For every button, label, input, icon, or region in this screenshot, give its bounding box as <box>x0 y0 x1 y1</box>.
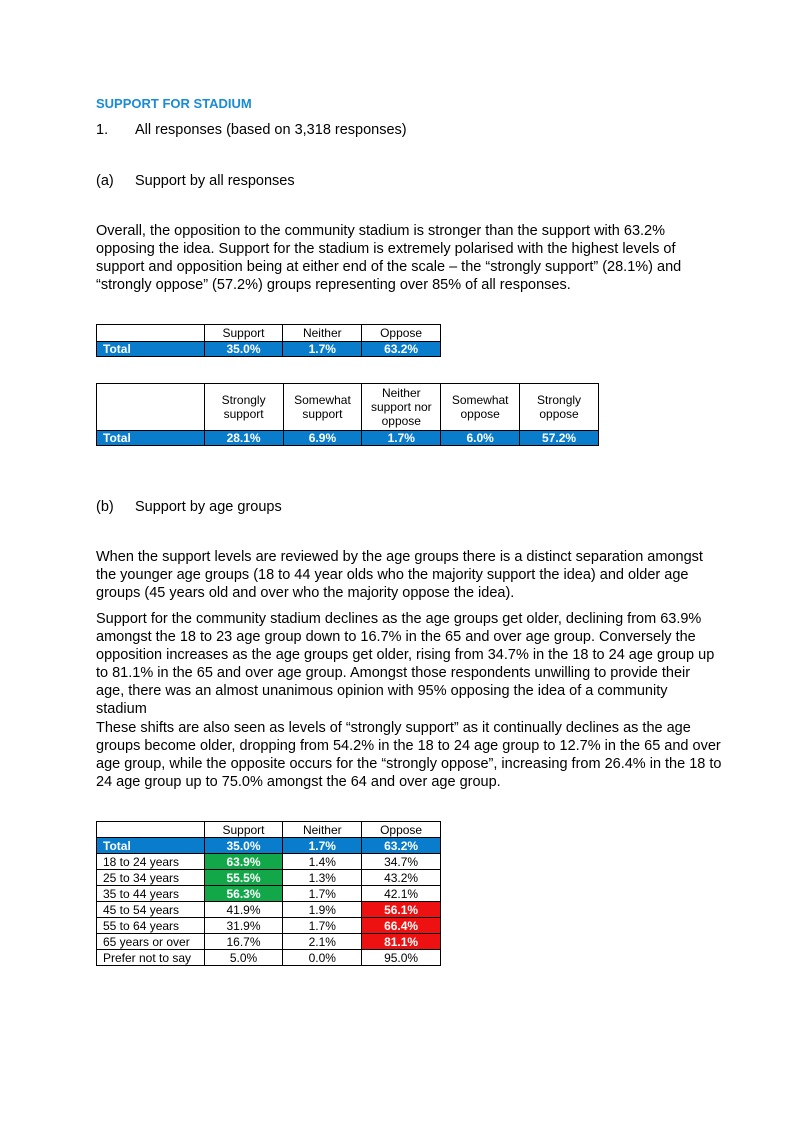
table-corner <box>97 325 205 342</box>
table-row <box>97 950 441 966</box>
column-header: Oppose <box>362 822 441 838</box>
paragraph-text: Support for the community stadium declines as the age groups get older, declining from 63.9% amongst the 18 to 23 age group down to 16.7% in the 65 and over age group. Conversely the opposition increases as the age groups get older, rising from 34.7% in the 18 to 24 age group up to 81.1% in the 65 and over age group. Amongst those respondents unwilling to provide their age, there was an almost unanimous opinion with 95% opposing the idea of a community stadium <box>96 611 715 717</box>
table-cell: 1.7% <box>283 342 362 357</box>
row-label: 65 years or over <box>97 934 205 950</box>
table-row <box>97 854 441 870</box>
table-cell: 95.0% <box>362 950 441 966</box>
subsection-a <box>96 173 295 189</box>
row-label: 35 to 44 years <box>97 886 205 902</box>
table-cell: 57.2% <box>520 431 599 446</box>
table-cell: 1.4% <box>283 854 362 870</box>
paragraph-text: When the support levels are reviewed by the age groups there is a distinct separation amongst the younger age groups (18 to 44 year olds who the majority support the idea) and older age groups (45 years old and over who the majority oppose the idea). <box>96 549 703 601</box>
table-cell: 63.2% <box>362 838 441 854</box>
total-row <box>97 342 441 357</box>
table-cell: 43.2% <box>362 870 441 886</box>
section-1 <box>96 122 407 138</box>
table-cell: 1.3% <box>283 870 362 886</box>
section-1-title: All responses (based on 3,318 responses) <box>135 122 407 138</box>
table-cell: 42.1% <box>362 886 441 902</box>
table-cell-majority-support: 56.3% <box>204 886 283 902</box>
table-cell: 1.7% <box>283 838 362 854</box>
table-cell: 28.1% <box>204 431 283 446</box>
column-header: Strongly oppose <box>520 384 599 431</box>
total-row <box>97 431 599 446</box>
table-cell: 41.9% <box>204 902 283 918</box>
subsection-a-title: Support by all responses <box>135 173 295 189</box>
row-label: 45 to 54 years <box>97 902 205 918</box>
subsection-b-title: Support by age groups <box>135 499 282 515</box>
table-cell-majority-oppose: 81.1% <box>362 934 441 950</box>
column-header: Somewhat support <box>283 384 362 431</box>
table-cell: 5.0% <box>204 950 283 966</box>
total-row <box>97 838 441 854</box>
table-cell: 35.0% <box>204 838 283 854</box>
column-header: Neither <box>283 822 362 838</box>
table-cell: 0.0% <box>283 950 362 966</box>
table-cell: 2.1% <box>283 934 362 950</box>
table-row <box>97 870 441 886</box>
section-1-number: 1. <box>96 122 109 138</box>
detailed-support-table <box>96 383 599 446</box>
table-corner <box>97 384 205 431</box>
table-cell: 6.0% <box>441 431 520 446</box>
table-cell-majority-oppose: 66.4% <box>362 918 441 934</box>
subsection-b <box>96 499 282 515</box>
table-cell: 35.0% <box>204 342 283 357</box>
table-row <box>97 886 441 902</box>
row-label: Total <box>97 838 205 854</box>
table-header-row <box>97 384 599 431</box>
subsection-a-number: (a) <box>96 173 114 189</box>
paragraph-text: These shifts are also seen as levels of “strongly support” as it continually declines as the age groups become older, dropping from 54.2% in the 18 to 24 age group to 12.7% in the 65 and over age group, while the opposite occurs for the “strongly oppose”, increasing from 26.4% in the 18 to 24 age group up to 75.0% amongst the 64 and over age group. <box>96 720 722 790</box>
table-cell: 31.9% <box>204 918 283 934</box>
table-cell-majority-oppose: 56.1% <box>362 902 441 918</box>
column-header: Somewhat oppose <box>441 384 520 431</box>
table-row <box>97 918 441 934</box>
table-cell: 1.7% <box>283 918 362 934</box>
table-row <box>97 902 441 918</box>
column-header: Neither <box>283 325 362 342</box>
paragraph-strength-shifts <box>96 719 722 791</box>
paragraph-text: Overall, the opposition to the community stadium is stronger than the support with 63.2% opposing the idea. Support for the stadium is extremely polarised with the highest levels of support and opposition being at either end of the scale – the “strongly support” (28.1%) and “strongly oppose” (57.2%) groups representing over 85% of all responses. <box>96 223 682 293</box>
row-label: Prefer not to say <box>97 950 205 966</box>
paragraph-overall <box>96 222 722 294</box>
table-cell: 1.9% <box>283 902 362 918</box>
table-cell: 1.7% <box>362 431 441 446</box>
table-cell-majority-support: 63.9% <box>204 854 283 870</box>
table-cell-majority-support: 55.5% <box>204 870 283 886</box>
table-row <box>97 934 441 950</box>
column-header: Support <box>204 325 283 342</box>
paragraph-age-decline <box>96 610 722 718</box>
row-label: Total <box>97 431 205 446</box>
paragraph-age-separation <box>96 548 722 602</box>
table-header-row <box>97 822 441 838</box>
table-cell: 16.7% <box>204 934 283 950</box>
row-label: 18 to 24 years <box>97 854 205 870</box>
age-group-support-table <box>96 821 441 966</box>
column-header: Strongly support <box>204 384 283 431</box>
subsection-b-number: (b) <box>96 499 114 515</box>
table-cell: 1.7% <box>283 886 362 902</box>
table-cell: 6.9% <box>283 431 362 446</box>
column-header: Neither support nor oppose <box>362 384 441 431</box>
section-heading: SUPPORT FOR STADIUM <box>96 96 252 111</box>
row-label: Total <box>97 342 205 357</box>
table-header-row <box>97 325 441 342</box>
table-corner <box>97 822 205 838</box>
overall-support-table <box>96 324 441 357</box>
row-label: 55 to 64 years <box>97 918 205 934</box>
row-label: 25 to 34 years <box>97 870 205 886</box>
table-cell: 63.2% <box>362 342 441 357</box>
column-header: Support <box>204 822 283 838</box>
table-cell: 34.7% <box>362 854 441 870</box>
column-header: Oppose <box>362 325 441 342</box>
